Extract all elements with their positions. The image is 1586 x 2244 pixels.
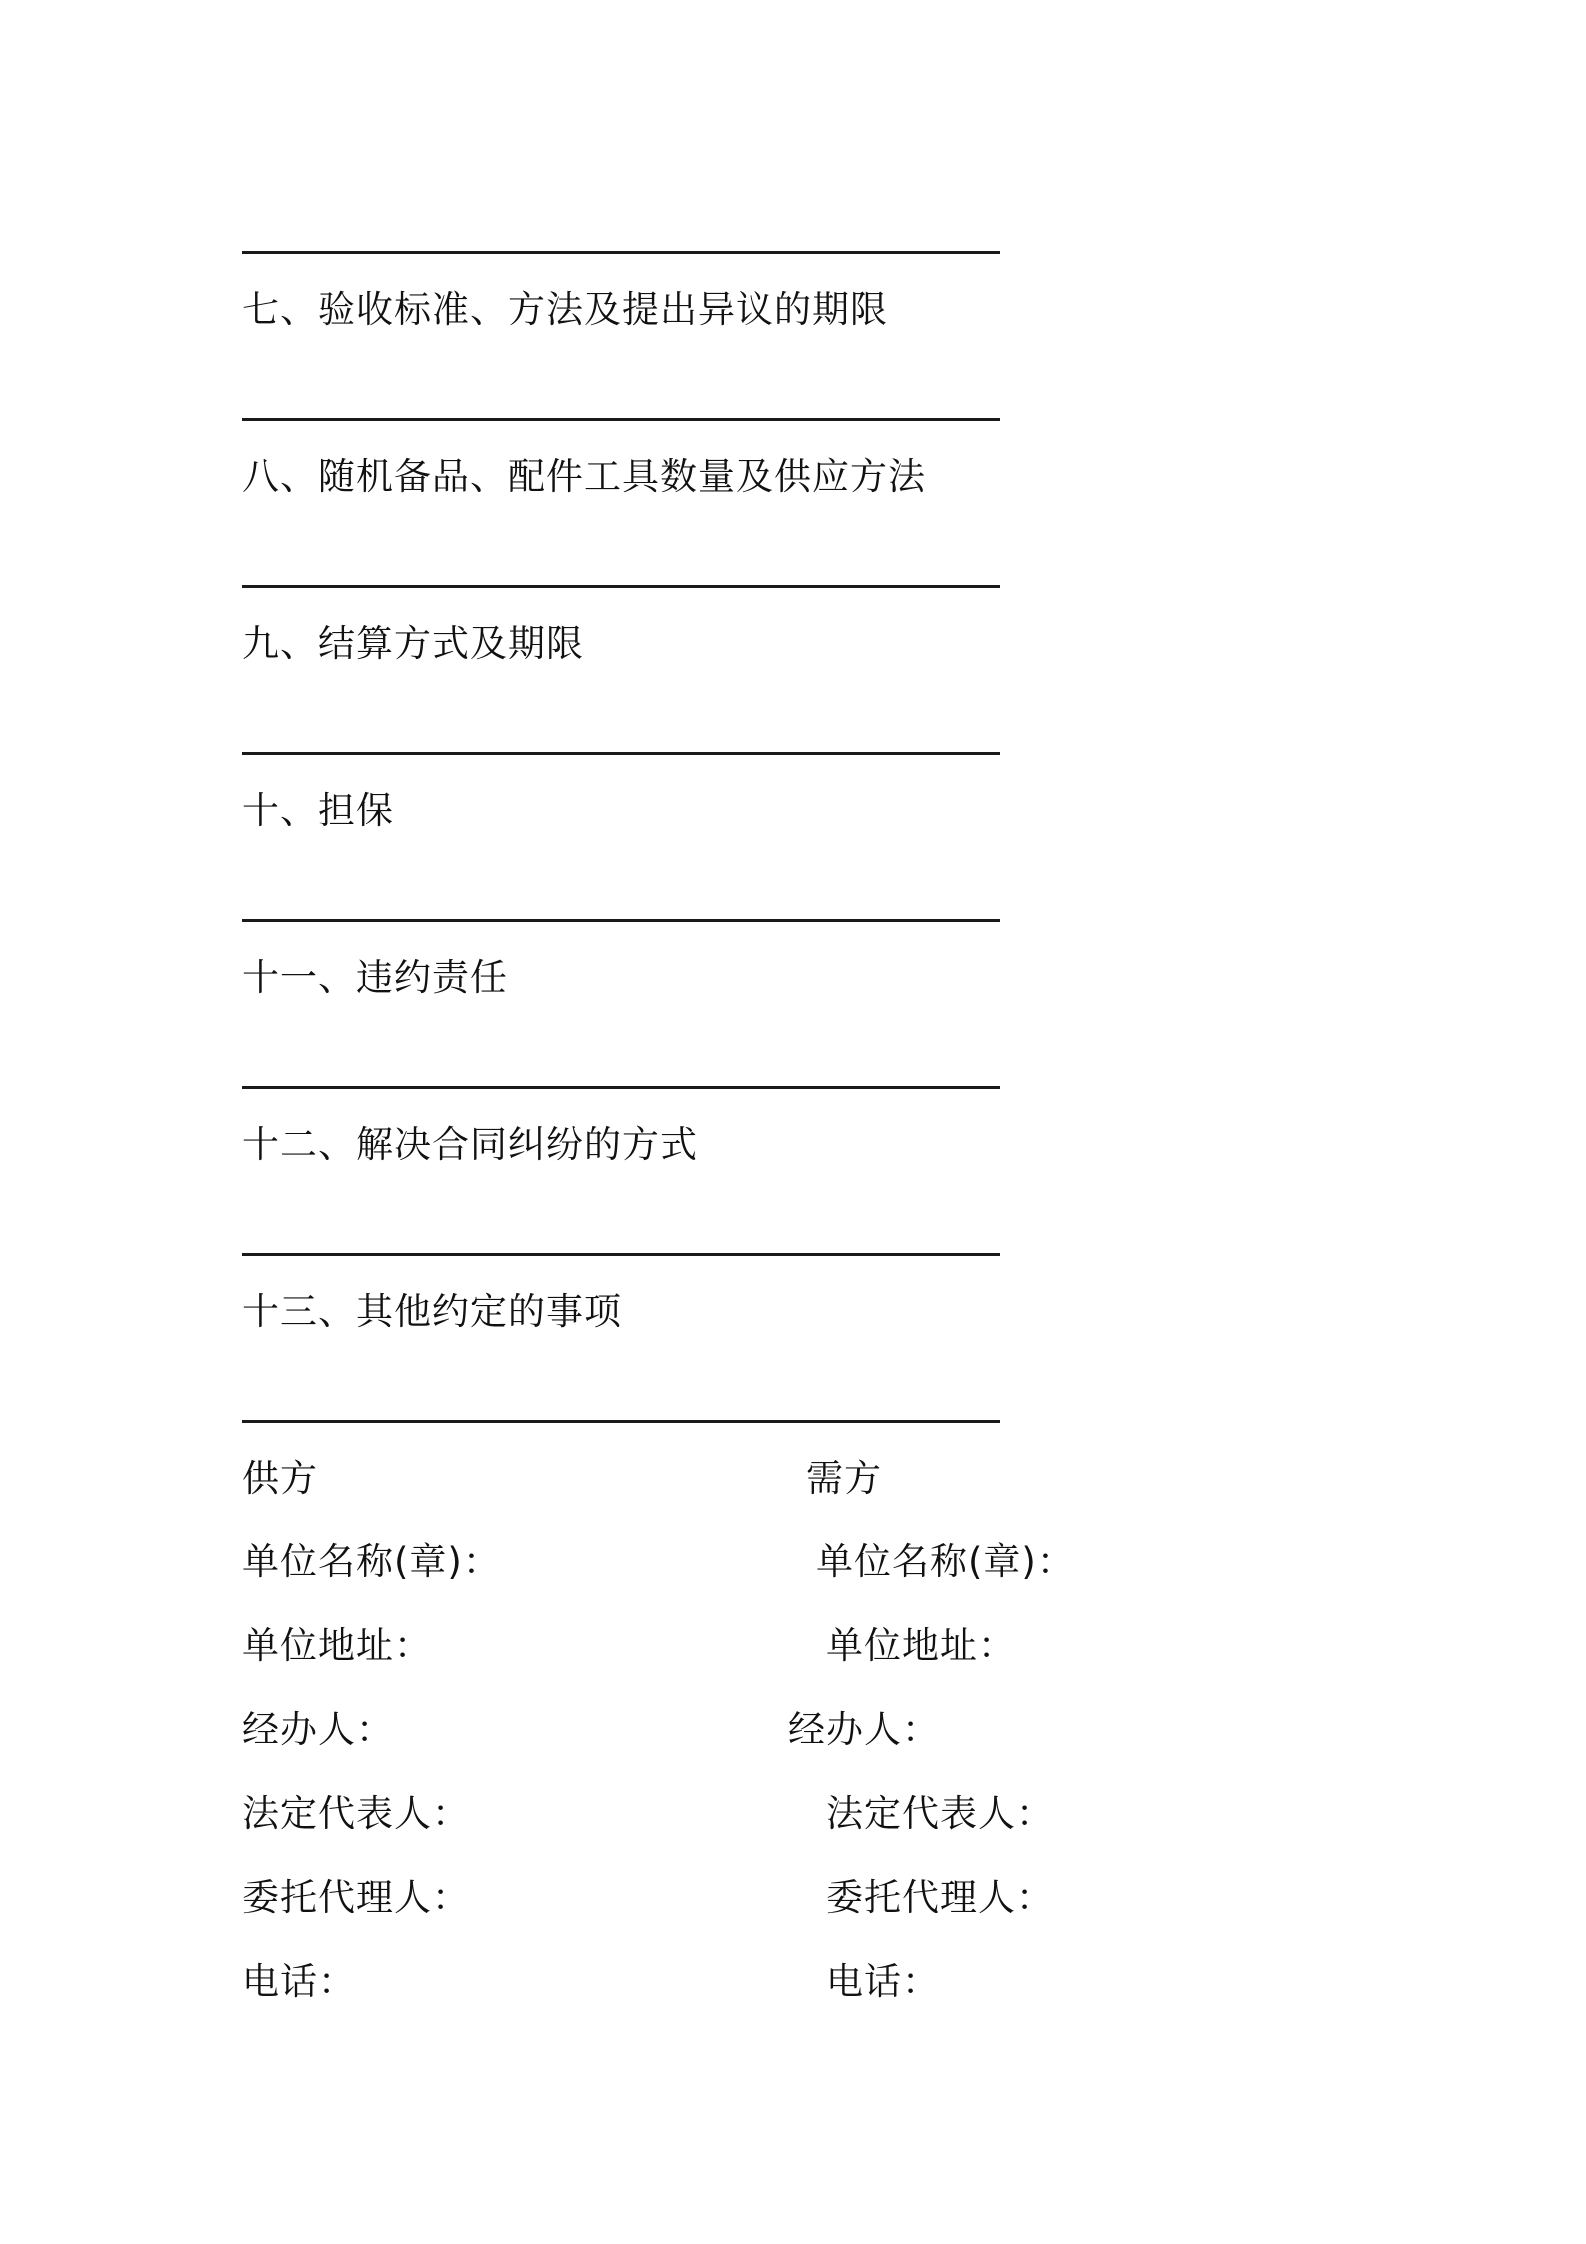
blank-line (242, 251, 1000, 254)
section-heading-7: 七、验收标准、方法及提出异议的期限 (242, 288, 888, 331)
blank-line (242, 1086, 1000, 1089)
section-heading-8: 八、随机备品、配件工具数量及供应方法 (242, 455, 926, 498)
section-heading-11: 十一、违约责任 (242, 956, 508, 999)
buyer-agent: 委托代理人： (826, 1876, 1054, 1919)
section-heading-12: 十二、解决合同纠纷的方式 (242, 1123, 698, 1166)
supplier-handler: 经办人： (242, 1708, 394, 1751)
section-heading-10: 十、担保 (242, 789, 394, 832)
supplier-title: 供方 (242, 1457, 318, 1500)
supplier-unit-name: 单位名称(章)： (242, 1540, 501, 1583)
supplier-phone: 电话： (242, 1960, 356, 2003)
buyer-title: 需方 (806, 1457, 882, 1500)
buyer-phone: 电话： (826, 1960, 940, 2003)
section-heading-13: 十三、其他约定的事项 (242, 1290, 622, 1333)
section-heading-9: 九、结算方式及期限 (242, 622, 584, 665)
blank-line (242, 1420, 1000, 1423)
supplier-unit-address: 单位地址： (242, 1624, 432, 1667)
buyer-handler: 经办人： (788, 1708, 940, 1751)
supplier-agent: 委托代理人： (242, 1876, 470, 1919)
buyer-legal-rep: 法定代表人： (826, 1792, 1054, 1835)
blank-line (242, 752, 1000, 755)
blank-line (242, 919, 1000, 922)
blank-line (242, 585, 1000, 588)
buyer-unit-address: 单位地址： (826, 1624, 1016, 1667)
blank-line (242, 1253, 1000, 1256)
blank-line (242, 418, 1000, 421)
buyer-unit-name: 单位名称(章)： (816, 1540, 1075, 1583)
supplier-legal-rep: 法定代表人： (242, 1792, 470, 1835)
